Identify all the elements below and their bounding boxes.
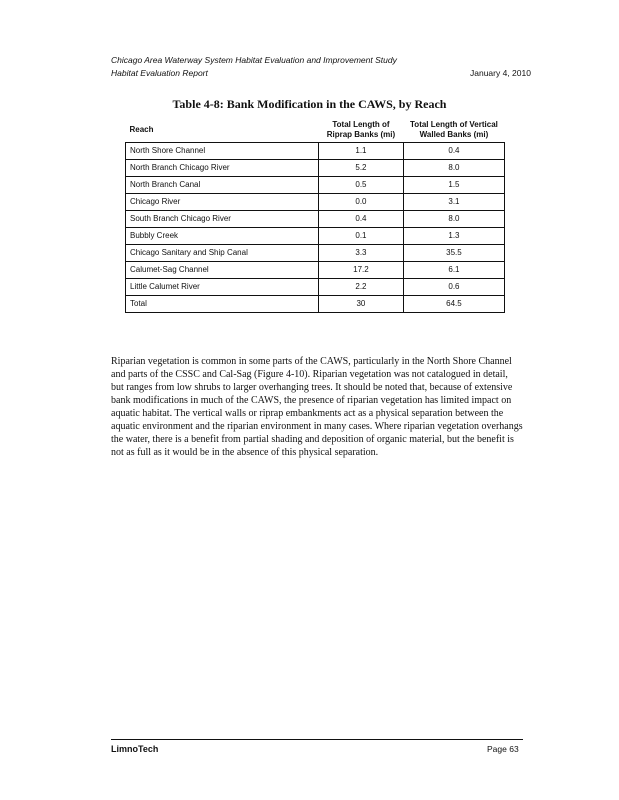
riprap-value: 17.2	[319, 262, 404, 279]
column-header-reach: Reach	[126, 118, 319, 143]
vertical-value: 8.0	[403, 160, 504, 177]
total-label: Total	[126, 296, 319, 313]
reach-name: North Branch Chicago River	[126, 160, 319, 177]
reach-name: Chicago River	[126, 194, 319, 211]
reach-name: South Branch Chicago River	[126, 211, 319, 228]
vertical-value: 35.5	[403, 245, 504, 262]
table-row	[126, 262, 505, 279]
vertical-value: 1.5	[403, 177, 504, 194]
table-title: Table 4-8: Bank Modification in the CAWS, by Reach	[172, 97, 447, 111]
header-report-title: Habitat Evaluation Report	[111, 68, 208, 78]
vertical-value: 0.6	[403, 279, 504, 296]
reach-name: North Shore Channel	[126, 143, 319, 160]
table-row	[126, 279, 505, 296]
table-row	[126, 143, 505, 160]
reach-name: Chicago Sanitary and Ship Canal	[126, 245, 319, 262]
vertical-value: 6.1	[403, 262, 504, 279]
bank-modification-table	[125, 118, 505, 313]
vertical-value: 1.3	[403, 228, 504, 245]
riprap-value: 3.3	[319, 245, 404, 262]
footer-company: LimnoTech	[111, 744, 159, 754]
total-riprap-value: 30	[319, 296, 404, 313]
reach-name: Calumet-Sag Channel	[126, 262, 319, 279]
header-date: January 4, 2010	[470, 68, 531, 78]
reach-name: North Branch Canal	[126, 177, 319, 194]
riprap-value: 0.1	[319, 228, 404, 245]
riprap-value: 0.0	[319, 194, 404, 211]
vertical-value: 8.0	[403, 211, 504, 228]
riprap-value: 2.2	[319, 279, 404, 296]
footer-page-number: Page 63	[487, 744, 519, 754]
table-row	[126, 177, 505, 194]
vertical-value: 0.4	[403, 143, 504, 160]
table-row	[126, 160, 505, 177]
reach-name: Bubbly Creek	[126, 228, 319, 245]
column-header-vertical: Total Length of Vertical Walled Banks (mi)	[403, 118, 504, 143]
riprap-value: 0.4	[319, 211, 404, 228]
table-row	[126, 211, 505, 228]
column-header-riprap: Total Length of Riprap Banks (mi)	[319, 118, 404, 143]
total-vertical-value: 64.5	[403, 296, 504, 313]
reach-name: Little Calumet River	[126, 279, 319, 296]
riprap-value: 1.1	[319, 143, 404, 160]
table-total-row	[126, 296, 505, 313]
header-study-title: Chicago Area Waterway System Habitat Evaluation and Improvement Study	[111, 55, 397, 65]
table-row	[126, 245, 505, 262]
riprap-value: 5.2	[319, 160, 404, 177]
table-row	[126, 194, 505, 211]
vertical-value: 3.1	[403, 194, 504, 211]
riprap-value: 0.5	[319, 177, 404, 194]
footer-divider	[111, 739, 523, 740]
body-paragraph: Riparian vegetation is common in some parts of the CAWS, particularly in the North Shore Channel and parts of the CSSC and Cal-Sag (Figure 4-10). Riparian vegetation was not catalogued in detail, but ranges from low shrubs to larger overhanging trees. It should be noted that, because of extensive bank modifications in much of the CAWS, the presence of riparian vegetation has limited impact on aquatic habitat. The vertical walls or riprap embankments act as a physical separation between the aquatic environment and the riparian environment in many cases. Where riparian vegetation overhangs the water, there is a benefit from partial shading and deposition of organic material, but the benefit is not as full as it would be in the absence of this physical separation.	[111, 356, 523, 458]
table-row	[126, 228, 505, 245]
table-header-row	[126, 118, 505, 143]
